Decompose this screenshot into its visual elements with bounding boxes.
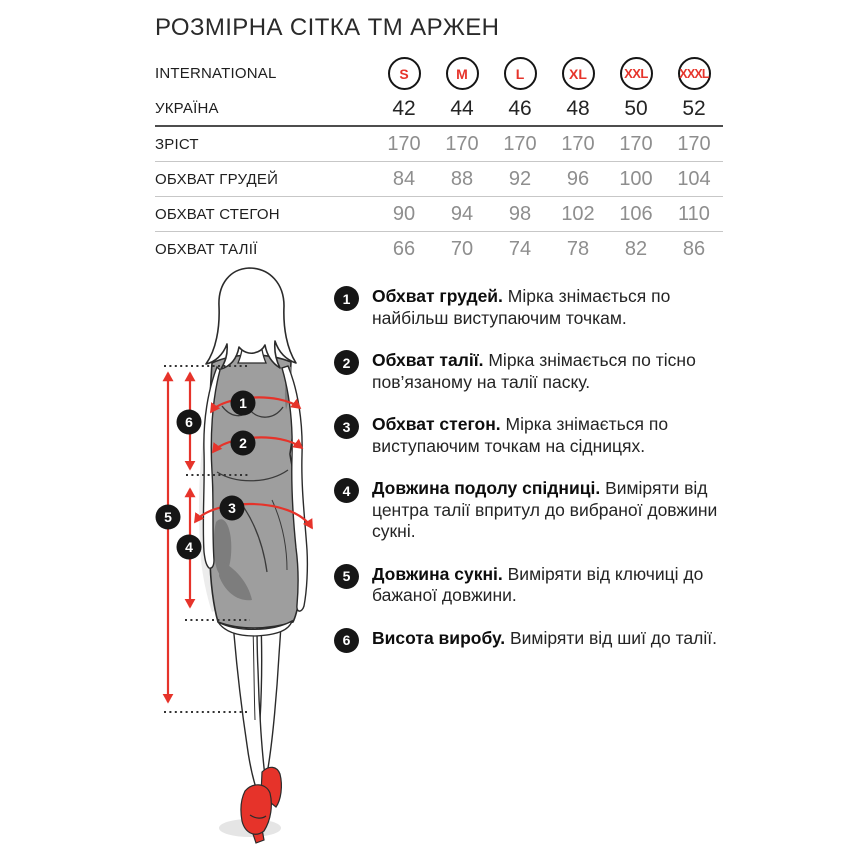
table-cell: 42 <box>392 96 416 120</box>
table-cell: 106 <box>619 202 653 225</box>
table-row-ukraine <box>155 92 723 127</box>
table-cell: 170 <box>561 132 595 155</box>
legs <box>233 622 281 788</box>
table-cell: 170 <box>445 132 479 155</box>
row-label: ЗРІСТ <box>155 135 199 153</box>
guide-badge-4: 4 <box>334 478 359 503</box>
row-label: INTERNATIONAL <box>155 65 277 82</box>
guide-badge-1: 1 <box>334 286 359 311</box>
table-cell: 102 <box>561 202 595 225</box>
hair <box>206 268 296 369</box>
table-cell: 110 <box>678 202 710 225</box>
guide-text-1: Обхват грудей. Мірка знімається по найбільш виступаючим точкам. <box>372 286 671 328</box>
guide-text-6: Висота виробу. Виміряти від шиї до талії. <box>372 627 717 648</box>
row-label: ОБХВАТ ГРУДЕЙ <box>155 170 279 188</box>
page-title: РОЗМІРНА СІТКА ТМ АРЖЕН <box>155 14 500 41</box>
table-cell: 46 <box>508 96 532 120</box>
table-cell: 70 <box>450 237 474 260</box>
guide-item-2 <box>334 350 732 393</box>
size-circle-xxxl: XXXL <box>678 57 711 90</box>
guide-badge-3: 3 <box>334 414 359 439</box>
row-label: ОБХВАТ СТЕГОН <box>155 205 280 223</box>
table-cell: 78 <box>566 237 590 260</box>
table-row-international <box>155 55 723 92</box>
marker-5: 5 <box>164 509 172 525</box>
head <box>206 268 296 369</box>
table-row-height <box>155 127 723 162</box>
marker-6: 6 <box>185 414 193 430</box>
table-cell: 44 <box>450 96 474 120</box>
table-cell: 170 <box>387 132 421 155</box>
table-cell: 50 <box>624 96 648 120</box>
marker-2: 2 <box>239 435 247 451</box>
table-cell: 170 <box>503 132 537 155</box>
table-cell: 170 <box>619 132 653 155</box>
size-circle-m: M <box>446 57 479 90</box>
size-circle-s: S <box>388 57 421 90</box>
table-row-hips <box>155 197 723 232</box>
size-circle-l: L <box>504 57 537 90</box>
guide-item-4 <box>334 478 732 543</box>
measurement-guide <box>334 286 732 674</box>
guide-badge-5: 5 <box>334 564 359 589</box>
table-cell: 82 <box>624 237 648 260</box>
guide-item-5 <box>334 564 732 607</box>
guide-text-2: Обхват талії. Мірка знімається по тісно пов’язаному на талії паску. <box>372 350 696 392</box>
table-cell: 66 <box>392 237 416 260</box>
guide-item-3 <box>334 414 732 457</box>
table-cell: 86 <box>682 237 706 260</box>
table-cell: 90 <box>392 202 416 225</box>
table-cell: 74 <box>508 237 532 260</box>
row-label: УКРАЇНА <box>155 100 219 117</box>
size-table <box>155 55 723 266</box>
size-circle-xl: XL <box>562 57 595 90</box>
table-cell: 84 <box>392 167 416 190</box>
table-cell: 94 <box>450 202 474 225</box>
guide-text-4: Довжина подолу спідниці. Виміряти від центра талії впритул до вибраної довжини сукні. <box>372 478 718 541</box>
marker-4: 4 <box>185 539 193 555</box>
row-label: ОБХВАТ ТАЛІЇ <box>155 240 258 258</box>
guide-text-5: Довжина сукні. Виміряти від ключиці до бажаної довжини. <box>372 563 704 605</box>
table-cell: 170 <box>677 132 711 155</box>
table-row-chest <box>155 162 723 197</box>
table-cell: 92 <box>508 167 532 190</box>
guide-badge-2: 2 <box>334 350 359 375</box>
figure-illustration <box>140 260 340 850</box>
table-cell: 98 <box>508 202 532 225</box>
guide-item-6 <box>334 628 732 653</box>
woman-dress-diagram <box>140 260 340 850</box>
table-cell: 52 <box>682 96 706 120</box>
guide-text-3: Обхват стегон. Мірка знімається по виступаючим точкам на сідницях. <box>372 414 669 456</box>
table-cell: 104 <box>677 167 711 190</box>
size-circle-xxl: XXL <box>620 57 653 90</box>
table-cell: 88 <box>450 167 474 190</box>
table-cell: 100 <box>619 167 653 190</box>
guide-item-1 <box>334 286 732 329</box>
table-cell: 48 <box>566 96 590 120</box>
guide-badge-6: 6 <box>334 628 359 653</box>
marker-1: 1 <box>239 395 247 411</box>
marker-3: 3 <box>228 500 236 516</box>
table-cell: 96 <box>566 167 590 190</box>
